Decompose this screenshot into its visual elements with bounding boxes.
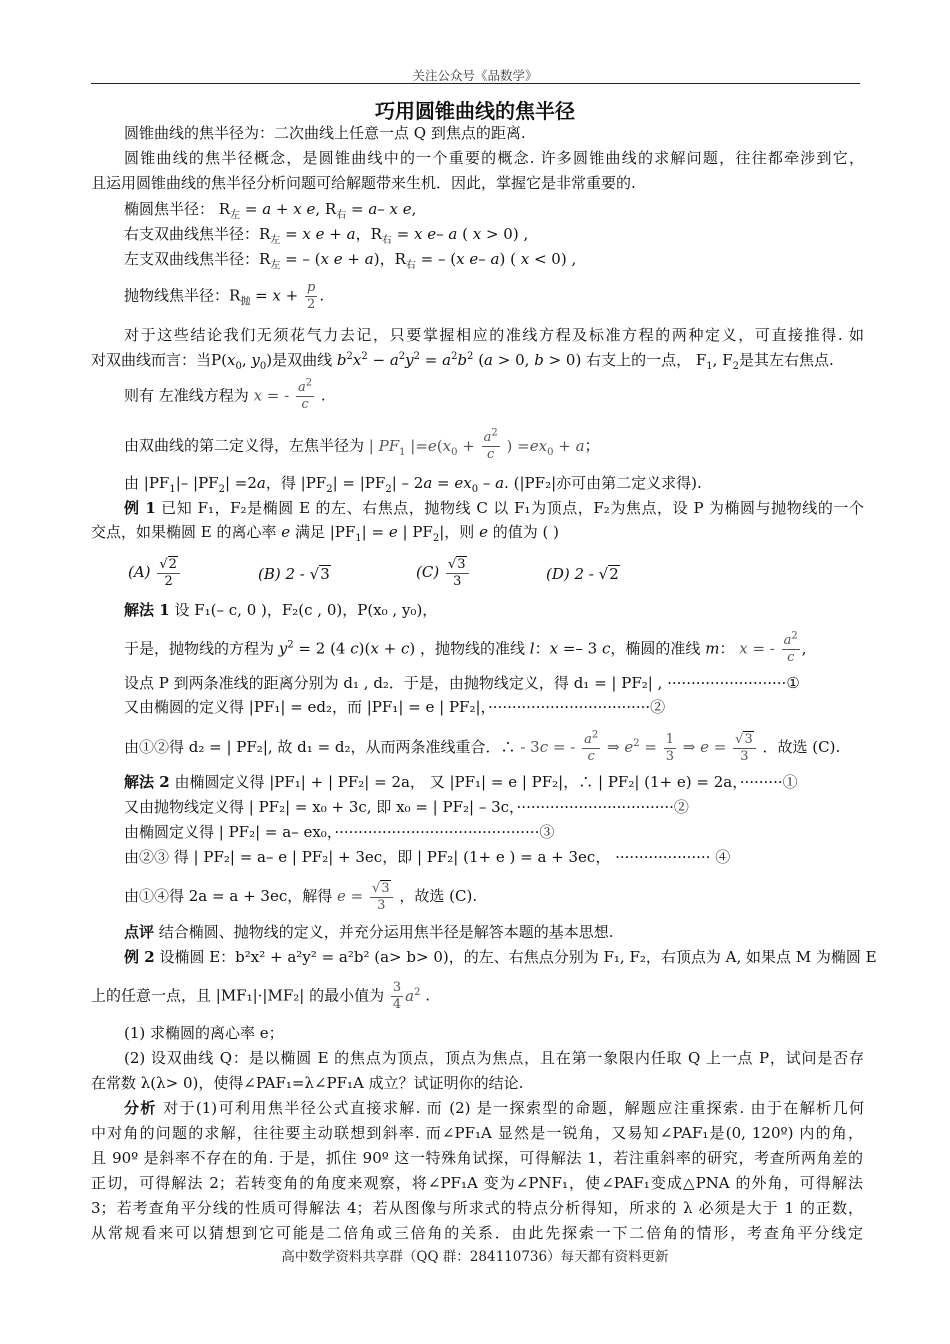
hyperbola-left-label: 左支双曲线焦半径： [124,250,260,268]
solution2-line-4: 由②③ 得 | PF₂| = a– e | PF₂| + 3ec，即 | PF₂| (1+ e ) = a + 3ec， ···················· ④ [124,848,731,866]
derive-text-a: 由 [124,474,140,492]
question-2-line-1: (2) 设双曲线 Q：是以椭圆 E 的焦点为顶点，顶点为焦点，且在第一象限内任取 Q 上一点 P，试问是否存 [124,1049,864,1067]
directrix-label: 则有 左准线方程为 [124,386,249,405]
derive-text-b: ，得 [265,474,296,492]
option-c[interactable]: (C) $\frac{√3}{3}$ [416,556,471,590]
hyperbola-left-formula: 左支双曲线焦半径：$R_左$ = – (x e + a)，$R_右$ = – (x e– a) ( x < 0) , [124,250,577,271]
second-definition-line: 由双曲线的第二定义得，左焦半径为 | $PF_1$ $|=e(x_0$ + $\frac{a^2}{c}$ ) $=ex_0 + a$； [124,427,600,462]
solution1-text-1: 设 F₁(– c, 0 )，F₂(c , 0)，P(x₀ , y₀)， [174,601,438,619]
fraction-sqrt3-over-3-2: $\frac{√3}{3}$ [370,880,393,914]
analysis-text-1: 对于(1)可利用焦半径公式直接求解. 而 (2) 是一探索型的命题，解题应注重探索. 由于在解析几何 [163,1099,864,1117]
solution2-text-5a: 由①④得 2a = a + 3ec，解得 [124,887,333,905]
example2-line-2: 上的任意一点，且 |MF₁|·|MF₂| 的最小值为 $\frac{3}{4}$ $a^2$ . [91,980,431,1012]
ellipse-label: 椭圆焦半径： [124,200,215,218]
remark-line-2: 对双曲线而言：当$P(x_0$, $y_0$)是双曲线 $b^2x^2 - a^2y^2 = a^2b^2$ (a > 0, b > 0) 右支上的一点， $F_1$, $F_2$是其左右焦点. [91,351,834,372]
example2-label: 例 2 [124,948,155,966]
analysis-line-6: 从常规看来可以猜想到它可能是二倍角或三倍角的关系．由此先探索一下二倍角的情形，考查角平分线定 [91,1224,863,1242]
remark-text-a: 对双曲线而言：当 [91,351,212,369]
solution1-text-5a: 由①②得 d₂ = | PF₂|, 故 d₁ = d₂，从而两条准线重合．∴ [124,738,516,756]
solution1-line-3: 设点 P 到两条准线的距离分别为 d₁ , d₂．于是，由抛物线定义，得 d₁ = | PF₂| , ·························① [124,674,800,692]
solution1-text-2a: 于是，抛物线的方程为 [124,639,275,658]
solution1-label: 解法 1 [124,601,170,619]
analysis-line-1 [124,1096,864,1120]
example1-text-1: 已知 F₁，F₂是椭圆 E 的左、右焦点，抛物线 C 以 F₁为顶点，F₂为焦点，设 P 为椭圆与抛物线的一个 [161,499,864,517]
definition-line: 圆锥曲线的焦半径为：二次曲线上任意一点 Q 到焦点的距离. [124,124,526,142]
example1-line-2: 交点，如果椭圆 E 的离心率 e 满足 $|PF_1| = e$ | $PF_2|$，则 e 的值为 ( ) [91,523,559,544]
left-directrix-line: 则有 左准线方程为 x = - $\frac{a^2}{c}$ . [124,377,326,412]
option-d-label: (D) 2 - [546,565,594,583]
comment-label: 点评 [124,923,155,941]
derivation-line: 由 $|PF_1|-$ $|PF_2| =2a$，得 $|PF_2| = |PF_2| - 2a = ex_0 - a$. (|PF₂|亦可由第二定义求得). [124,474,702,495]
example1-text-2b: 满足 [294,523,325,541]
solution2-text-5b: ，故选 (C). [399,887,478,905]
solution1-line-1 [124,598,896,622]
remark-text-b: 是双曲线 [272,351,333,369]
solution1-line-4: 又由椭圆的定义得 |PF₁| = ed₂，而 |PF₁| = e | PF₂|，··································② [124,698,666,716]
option-a-label: (A) [128,563,151,581]
intro-line-2: 且运用圆锥曲线的焦半径分析问题可给解题带来生机．因此，掌握它是非常重要的. [91,174,636,192]
fraction-a2-over-c-4: $\frac{a^2}{c}$ [584,729,599,764]
example1-text-2a: 交点，如果椭圆 E 的离心率 [91,523,277,541]
solution2-line-2: 又由抛物线定义得 | PF₂| = x₀ + 3c, 即 x₀ = | PF₂| – 3c，·································② [124,798,689,816]
option-b-label: (B) 2 - [258,565,305,583]
remark-text-c: 右支上的一点， [586,351,692,369]
option-a[interactable]: (A) $\frac{√2}{2}$ [128,556,182,590]
fraction-3-over-4: $\frac{3}{4}$ [392,980,402,1012]
hyperbola-right-formula: 右支双曲线焦半径：$R_左 = x$ e + a，$R_右 = x$ e– a ( x > 0) , [124,225,529,246]
solution2-label: 解法 2 [124,773,170,791]
fraction-sqrt3-over-3: $\frac{√3}{3}$ [733,731,756,765]
hyperbola-right-label: 右支双曲线焦半径： [124,225,260,243]
intro-line-1: 圆锥曲线的焦半径概念，是圆锥曲线中的一个重要的概念. 许多圆锥曲线的求解问题，往往都牵涉到它， [124,149,864,167]
solution1-text-5b: ．故选 (C). [762,738,841,756]
analysis-line-4: 正切，可得解法 2；若转变角的角度来观察，将∠PF₁A 变为∠PNF₁，使∠PAF₁变成△PNA 的外角，可得解法 [91,1174,863,1192]
example1-label: 例 1 [124,499,156,517]
analysis-label: 分析 [124,1099,157,1117]
solution2-line-5: 由①④得 2a = a + 3ec，解得 e = $\frac{√3}{3}$ ，故选 (C). [124,881,478,913]
page-header: 关注公众号《品数学》 [412,68,538,83]
solution2-line-1 [124,770,896,794]
option-d[interactable]: (D) 2 - √2 [546,565,619,583]
fraction-1-over-3: $\frac{1}{3}$ [665,731,675,764]
fraction-a2-over-c: $\frac{a^2}{c}$ [298,377,313,412]
example1-text-2d: 的值为 ( ) [492,523,559,541]
ellipse-formula: 椭圆焦半径： $R_左 = a + x$ e, $R_右 = a-$ x e, [124,200,417,221]
comment-text: 结合椭圆、抛物线的定义，并充分运用焦半径是解答本题的基本思想. [158,923,614,941]
derive-text-c: (|PF₂|亦可由第二定义求得). [513,474,702,492]
comment-line [124,920,896,944]
example2-text-2a: 上的任意一点，且 |MF₁|·|MF₂| 的最小值为 [91,986,385,1005]
header-rule [91,83,860,84]
analysis-line-5: 3；若考查角平分线的性质可得解法 4；若从图像与所求式的特点分析得知，所求的 λ 必须是大于 1 的正数， [91,1199,863,1217]
option-c-label: (C) [416,563,440,581]
solution1-line-2: 于是，抛物线的方程为 $y^2 = 2$ (4 c)(x + c) ，抛物线的准线 l：x =– 3 c，椭圆的准线 m： x = - $\frac{a^2}{c}$ , [124,630,807,665]
parabola-formula: 抛物线焦半径：$R_抛 = x$ + $\frac{p}{2}$ . [124,280,325,312]
second-def-label: 由双曲线的第二定义得，左焦半径为 [124,436,365,455]
page-title: 巧用圆锥曲线的焦半径 [375,99,575,123]
example2-text-1: 设椭圆 E：b²x² + a²y² = a²b² (a> b> 0)，的左、右焦点分别为 F₁, F₂，右顶点为 A, 如果点 M 为椭圆 E [159,948,877,966]
solution1-text-2c: ，椭圆的准线 [610,639,701,658]
fraction-a2-over-c-2: $\frac{a^2}{c}$ [483,427,498,462]
example1-text-2c: ，则 [444,523,475,541]
fraction-p-over-2: $\frac{p}{2}$ [307,280,316,312]
solution1-text-2b: ，抛物线的准线 [419,639,525,658]
solution2-text-1: 由椭圆定义得 |PF₁| + | PF₂| = 2a， 又 |PF₁| = e | PF₂|，∴ | PF₂| (1+ e) = 2a，·········① [174,773,798,791]
option-b[interactable]: (B) 2 - √3 [258,565,330,583]
example1-line-1 [124,496,864,520]
question-1: (1) 求椭圆的离心率 e； [124,1024,284,1042]
page-footer: 高中数学资料共享群（QQ 群：284110736）每天都有资料更新 [281,1249,669,1265]
remark-text-d: 是其左右焦点. [738,351,834,369]
example2-line-1 [124,945,877,969]
question-2-line-2: 在常数 λ(λ> 0)，使得∠PAF₁=λ∠PF₁A 成立？试证明你的结论. [91,1074,524,1092]
solution2-line-3: 由椭圆定义得 | PF₂| = a– ex₀，···········································③ [124,823,555,841]
analysis-line-3: 且 90º 是斜率不存在的角. 于是，抓住 90º 这一特殊角试探，可得解法 1，若注重斜率的研究，考查所两角差的 [91,1149,863,1167]
remark-line-1: 对于这些结论我们无须花气力去记，只要掌握相应的准线方程及标准方程的两种定义，可直接推得. 如 [124,326,864,344]
fraction-a2-over-c-3: $\frac{a^2}{c}$ [783,630,798,665]
solution1-line-5: 由①②得 d₂ = | PF₂|, 故 d₁ = d₂，从而两条准线重合．∴ - 3c = - $\frac{a^2}{c}$ ⇒ $e^2$ = $\frac{1}{3}$ ⇒ e = $\frac{√3}{3}$ ．故选 (C). [124,729,841,764]
analysis-line-2: 中对角的问题的求解，往往要主动联想到斜率. 而∠PF₁A 显然是一锐角，又易知∠PAF₁是(0, 120º) 内的角， [91,1124,863,1142]
parabola-label: 抛物线焦半径： [124,286,230,305]
